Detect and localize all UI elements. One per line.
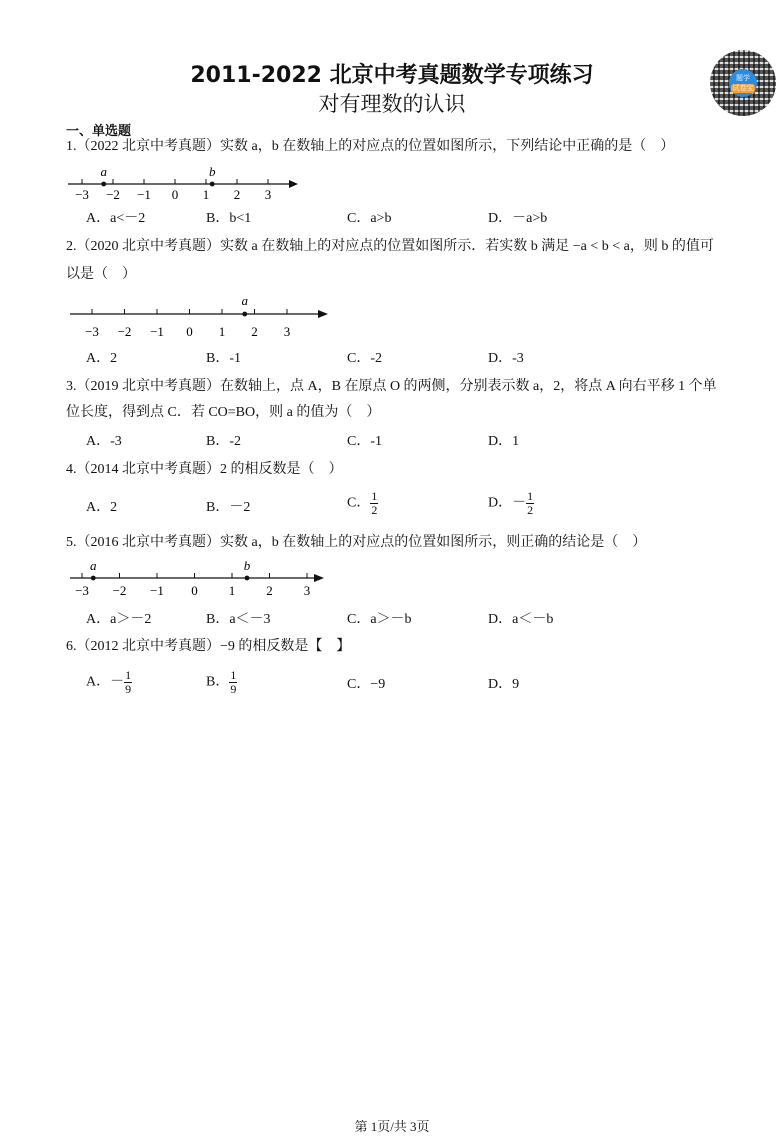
fraction-one-ninth xyxy=(124,669,132,696)
question-6-option-d[interactable]: D．9 xyxy=(488,677,520,692)
fraction-numerator: 1 xyxy=(230,668,237,682)
section-heading: 一、单选题 xyxy=(66,124,132,139)
question-5-numberline xyxy=(66,558,336,602)
point-label-a: a xyxy=(100,164,107,179)
tick-label: −3 xyxy=(85,324,99,339)
point-b xyxy=(245,576,250,581)
tick-label: 2 xyxy=(251,324,258,339)
question-5-option-a[interactable]: A．a＞－2 xyxy=(86,612,152,627)
point-label-b: b xyxy=(208,164,216,179)
brand-badge-line2: 试卷宝 xyxy=(732,83,754,92)
question-6-option-b[interactable] xyxy=(206,669,237,696)
question-5-option-d[interactable]: D．a＜－b xyxy=(488,612,554,627)
point-b xyxy=(210,182,215,187)
tick-label: −2 xyxy=(106,187,120,202)
question-3-option-d[interactable]: D．1 xyxy=(488,434,520,449)
question-3-option-b[interactable]: B．-2 xyxy=(206,434,241,449)
question-4-option-d[interactable] xyxy=(488,490,534,517)
tick-label: 1 xyxy=(218,324,226,339)
question-3-option-c[interactable]: C．-1 xyxy=(347,434,382,449)
fraction-denominator: 2 xyxy=(371,503,378,517)
question-6-text: 6.（2012 北京中考真题）−9 的相反数是【 】 xyxy=(66,639,351,654)
question-6-option-a[interactable] xyxy=(86,669,132,696)
option-label: D．－ xyxy=(488,495,527,511)
tick-label: 3 xyxy=(283,324,291,339)
tick-label: −1 xyxy=(150,324,164,339)
brand-badge-line1: 题学 xyxy=(736,73,750,82)
option-label: C． xyxy=(347,495,371,511)
fraction-one-half xyxy=(526,490,534,517)
question-2-text-line1: 2.（2020 北京中考真题）实数 a 在数轴上的对应点的位置如图所示．若实数 b 满足 −a < b < a，则 b 的值可 xyxy=(66,239,714,254)
fraction-one-half xyxy=(370,490,378,517)
point-label-a: a xyxy=(90,558,97,573)
page-subtitle: 对有理数的认识 xyxy=(318,92,466,116)
question-5-option-c[interactable]: C．a＞－b xyxy=(347,612,412,627)
brand-badge xyxy=(729,69,757,97)
point-a xyxy=(101,182,106,187)
question-5-text: 5.（2016 北京中考真题）实数 a，b 在数轴上的对应点的位置如图所示，则正确的结论是（ ） xyxy=(66,535,647,550)
option-label: A．－ xyxy=(86,674,125,690)
tick-label: −3 xyxy=(75,583,89,598)
page-title: 2011-2022 北京中考真题数学专项练习 xyxy=(190,63,594,88)
tick-label: 0 xyxy=(191,583,198,598)
question-3-text-line1: 3.（2019 北京中考真题）在数轴上，点 A，B 在原点 O 的两侧，分别表示数 a，2，将点 A 向右平移 1 个单 xyxy=(66,379,717,394)
question-2-numberline xyxy=(66,292,336,342)
tick-label: −3 xyxy=(75,187,89,202)
question-2-option-b[interactable]: B．-1 xyxy=(206,351,241,366)
tick-label: 2 xyxy=(233,187,241,202)
tick-label: 2 xyxy=(266,583,273,598)
tick-label: −1 xyxy=(137,187,151,202)
fraction-denominator: 9 xyxy=(125,682,132,696)
question-1-option-c[interactable]: C．a>b xyxy=(347,211,392,226)
fraction-numerator: 1 xyxy=(527,489,534,503)
question-5-option-b[interactable]: B．a＜－3 xyxy=(206,612,271,627)
question-1-option-a[interactable]: A．a<－2 xyxy=(86,211,146,226)
axis-arrow xyxy=(314,574,324,582)
question-4-option-a[interactable]: A．2 xyxy=(86,500,118,515)
question-2-option-c[interactable]: C．-2 xyxy=(347,351,382,366)
question-4-option-c[interactable] xyxy=(347,490,378,517)
option-label: B． xyxy=(206,674,230,690)
question-3-text-line2: 位长度，得到点 C．若 CO=BO，则 a 的值为（ ） xyxy=(66,405,381,420)
tick-label: 0 xyxy=(186,324,193,339)
fraction-one-ninth xyxy=(229,669,237,696)
axis-arrow xyxy=(318,310,328,318)
question-1-numberline xyxy=(60,164,310,206)
point-label-a: a xyxy=(241,293,248,308)
tick-label: 1 xyxy=(228,583,236,598)
tick-label: 1 xyxy=(202,187,210,202)
question-1-text: 1.（2022 北京中考真题）实数 a，b 在数轴上的对应点的位置如图所示，下列结论中正确的是（ ） xyxy=(66,139,675,154)
question-1-option-d[interactable]: D．－a>b xyxy=(488,211,548,226)
fraction-numerator: 1 xyxy=(125,668,132,682)
axis-arrow xyxy=(289,180,298,188)
fraction-denominator: 2 xyxy=(527,503,534,517)
question-2-option-d[interactable]: D．-3 xyxy=(488,351,524,366)
tick-label: 3 xyxy=(264,187,272,202)
question-2-text-line2: 以是（ ） xyxy=(66,267,136,282)
page-number: 第 1页/共 3页 xyxy=(354,1119,430,1134)
question-2-option-a[interactable]: A．2 xyxy=(86,351,118,366)
tick-label: −1 xyxy=(150,583,164,598)
question-1-option-b[interactable]: B．b<1 xyxy=(206,211,252,226)
fraction-numerator: 1 xyxy=(371,489,378,503)
point-a xyxy=(242,312,247,317)
point-label-b: b xyxy=(243,558,251,573)
point-a xyxy=(91,576,96,581)
fraction-denominator: 9 xyxy=(230,682,237,696)
question-4-text: 4.（2014 北京中考真题）2 的相反数是（ ） xyxy=(66,462,343,477)
question-6-option-c[interactable]: C．−9 xyxy=(347,677,386,692)
question-4-option-b[interactable]: B．－2 xyxy=(206,500,251,515)
tick-label: 3 xyxy=(303,583,311,598)
tick-label: −2 xyxy=(112,583,127,598)
tick-label: −2 xyxy=(117,324,132,339)
question-3-option-a[interactable]: A．-3 xyxy=(86,434,122,449)
tick-label: 0 xyxy=(171,187,179,202)
